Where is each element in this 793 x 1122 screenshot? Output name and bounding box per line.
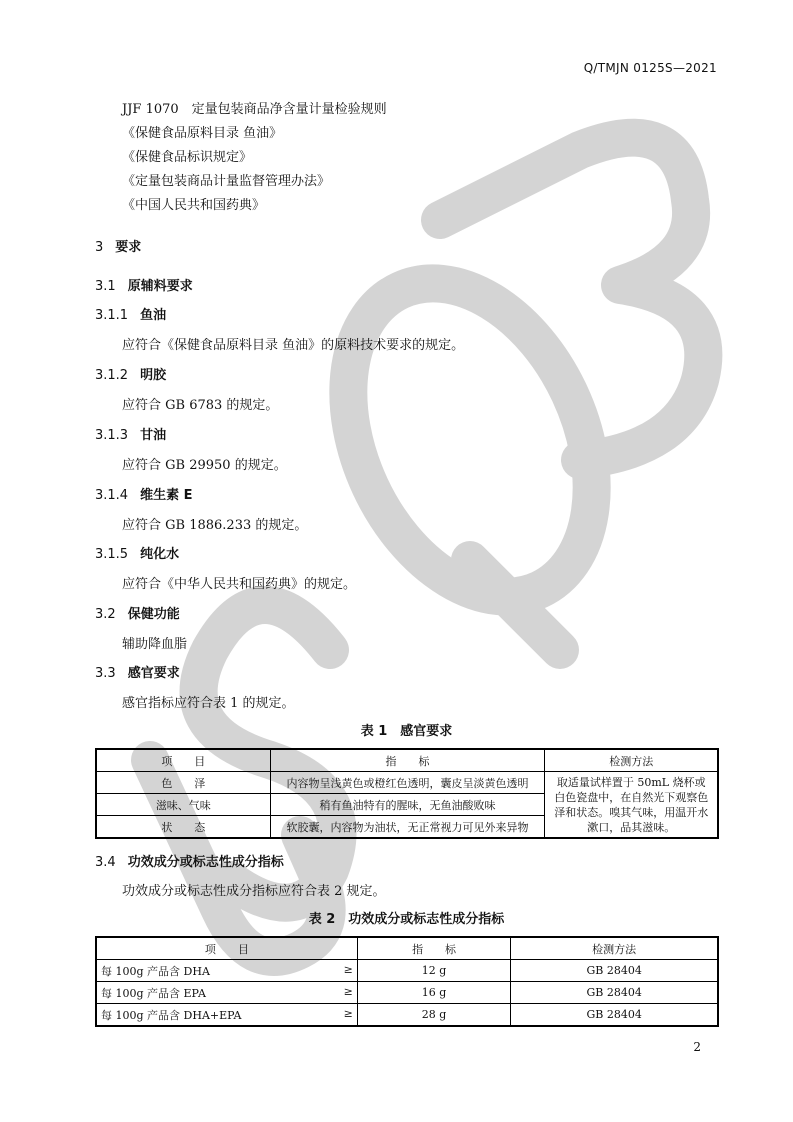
table-cell-item: 每 100g 产品含 EPA ≥ [96, 982, 357, 1004]
table-header-cell: 指 标 [357, 937, 510, 960]
document-code: Q/TMJN 0125S—2021 [583, 61, 717, 75]
table-header-row [96, 937, 718, 960]
table1-title: 表 1 感官要求 [360, 724, 453, 739]
table-header-cell: 指 标 [270, 749, 545, 772]
reference-item: 《保健食品原料目录 鱼油》 [122, 126, 283, 141]
table-cell-item: 每 100g 产品含 DHA ≥ [96, 960, 357, 982]
table-cell-item: 每 100g 产品含 DHA+EPA ≥ [96, 1004, 357, 1027]
table-header-row [96, 749, 718, 772]
greater-equal-symbol: ≥ [343, 984, 353, 998]
section-heading-3-4: 3.4 功效成分或标志性成分指标 [95, 855, 284, 870]
table-cell-item: 状 态 [96, 816, 270, 839]
table-cell-spec: 稍有鱼油特有的腥味，无鱼油酸败味 [270, 794, 545, 816]
table-cell-method: GB 28404 [511, 982, 718, 1004]
section-heading-3-3: 3.3 感官要求 [95, 666, 180, 681]
table2-title: 表 2 功效成分或标志性成分指标 [308, 912, 505, 927]
reference-item: 《定量包装商品计量监督管理办法》 [122, 174, 331, 189]
section-text-3-3: 感官指标应符合表 1 的规定。 [122, 696, 295, 711]
table-header-cell: 检测方法 [545, 749, 718, 772]
section-heading-3-1-3: 3.1.3 甘油 [95, 428, 167, 443]
page-number: 2 [693, 1040, 701, 1054]
section-text-3-1-3: 应符合 GB 29950 的规定。 [122, 458, 287, 473]
table-row [96, 982, 718, 1004]
table-cell-value: 28 g [357, 1004, 510, 1027]
section-heading-3-1-1: 3.1.1 鱼油 [95, 308, 167, 323]
greater-equal-symbol: ≥ [343, 962, 353, 976]
section-heading-3-2: 3.2 保健功能 [95, 607, 180, 622]
section-heading-3-1-4: 3.1.4 维生素 E [95, 488, 193, 503]
functional-components-table [95, 936, 719, 1027]
table-cell-value: 12 g [357, 960, 510, 982]
section-text-3-2: 辅助降血脂 [122, 637, 188, 652]
section-heading-3-1-5: 3.1.5 纯化水 [95, 547, 180, 562]
table-cell-value: 16 g [357, 982, 510, 1004]
section-heading-3-1: 3.1 原辅料要求 [95, 279, 193, 294]
table-cell-spec: 内容物呈浅黄色或橙红色透明，囊皮呈淡黄色透明 [270, 772, 545, 794]
table-cell-item: 色 泽 [96, 772, 270, 794]
table-cell-spec: 软胶囊，内容物为油状，无正常视力可见外来异物 [270, 816, 545, 839]
section-text-3-1-5: 应符合《中华人民共和国药典》的规定。 [122, 577, 357, 592]
table-row [96, 1004, 718, 1027]
sensory-requirements-table [95, 748, 719, 839]
table-cell-item: 滋味、气味 [96, 794, 270, 816]
table-row [96, 772, 718, 794]
section-heading-3-1-2: 3.1.2 明胶 [95, 368, 167, 383]
table-header-cell: 项 目 [96, 937, 357, 960]
reference-item: 《中国人民共和国药典》 [122, 198, 266, 213]
section-text-3-1-2: 应符合 GB 6783 的规定。 [122, 398, 279, 413]
section-text-3-1-1: 应符合《保健食品原料目录 鱼油》的原料技术要求的规定。 [122, 338, 465, 353]
table-cell-method: 取适量试样置于 50mL 烧杯或白色瓷盘中，在自然光下观察色泽和状态。嗅其气味，用温开水漱口，品其滋味。 [545, 772, 718, 839]
table-cell-method: GB 28404 [511, 960, 718, 982]
reference-list [122, 98, 387, 218]
table-cell-method: GB 28404 [511, 1004, 718, 1027]
reference-item: 《保健食品标识规定》 [122, 150, 253, 165]
table-header-cell: 检测方法 [511, 937, 718, 960]
section-text-3-1-4: 应符合 GB 1886.233 的规定。 [122, 518, 308, 533]
table-row [96, 960, 718, 982]
greater-equal-symbol: ≥ [343, 1006, 353, 1020]
reference-item: JJF 1070 定量包装商品净含量计量检验规则 [122, 102, 387, 117]
table-header-cell: 项 目 [96, 749, 270, 772]
section-text-3-4: 功效成分或标志性成分指标应符合表 2 规定。 [122, 884, 386, 899]
section-heading-3: 3 要求 [95, 240, 142, 255]
